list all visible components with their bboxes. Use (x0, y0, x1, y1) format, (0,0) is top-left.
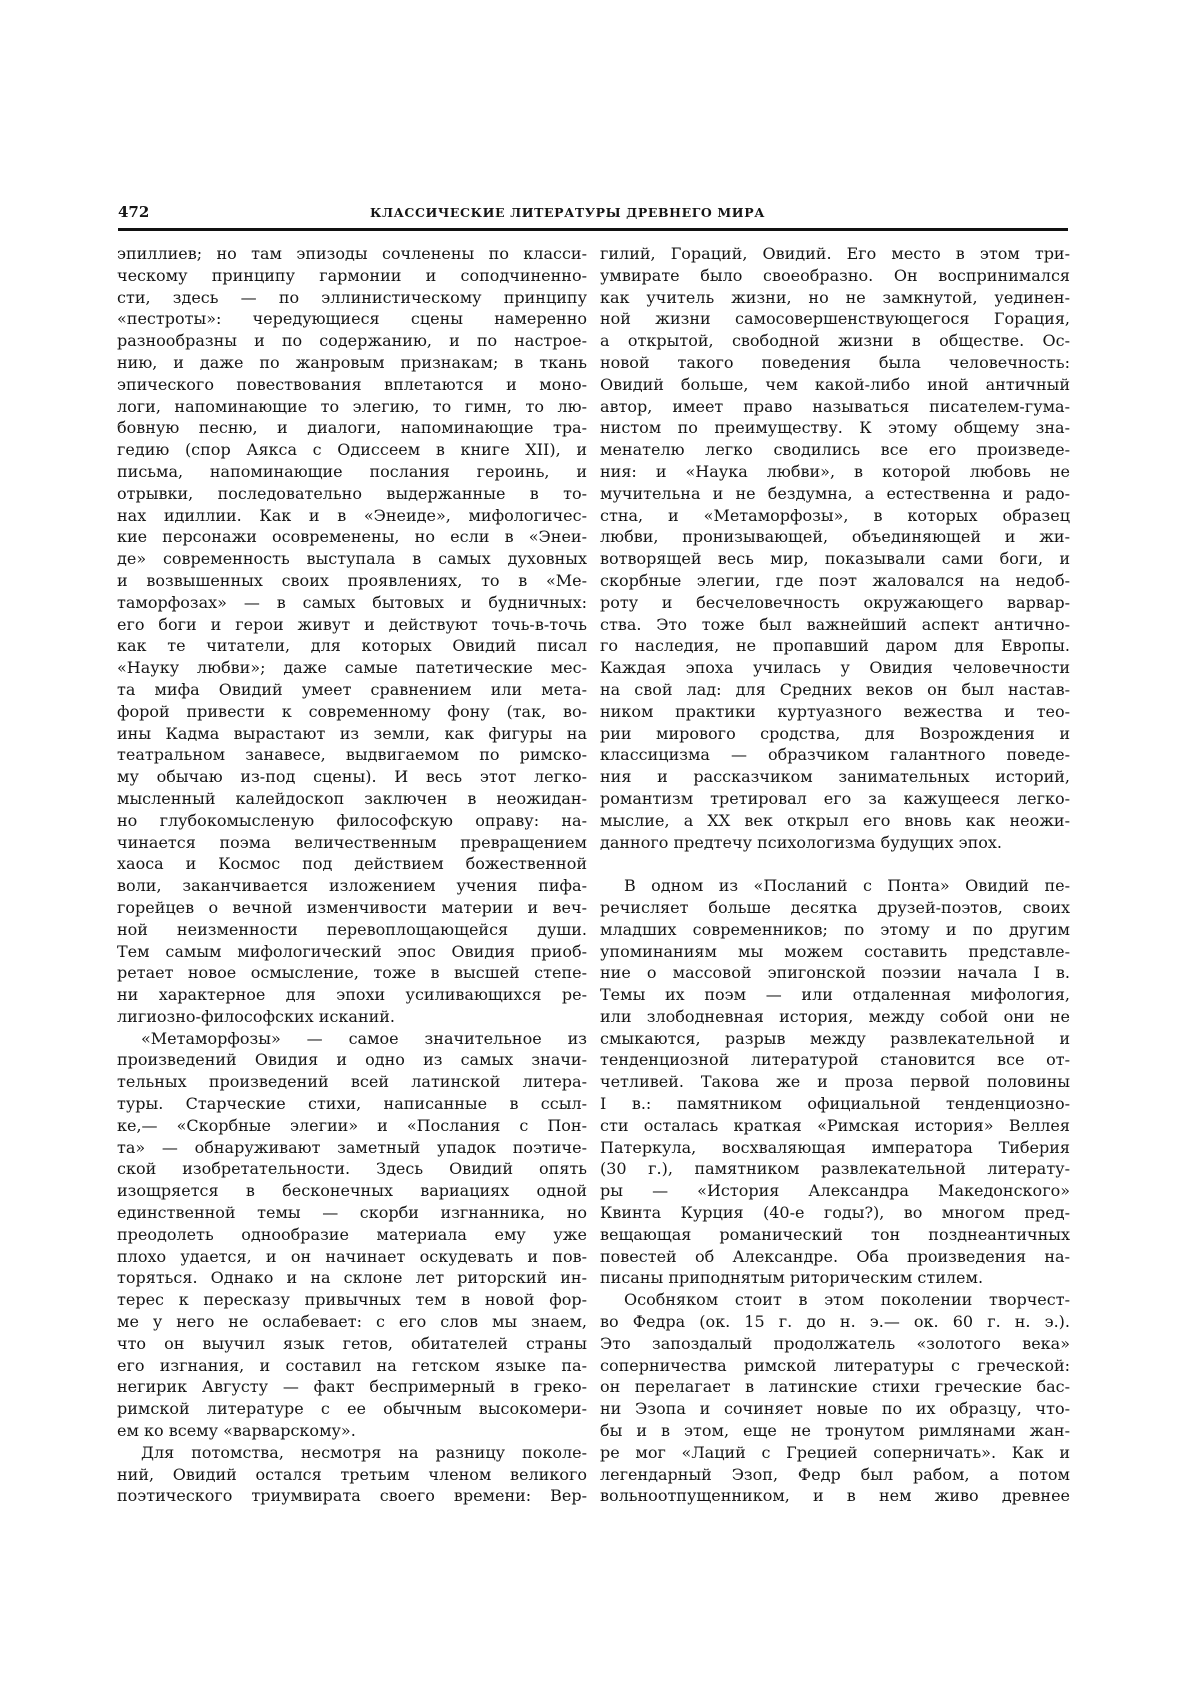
text-line: но глубокомысленую философскую оправу: на- (117, 810, 587, 830)
text-line: как те читатели, для которых Овидий писал (117, 636, 587, 656)
text-line: ни характерное для эпохи усиливающихся ре- (117, 985, 587, 1005)
text-line: как учитель жизни, но не замкнутой, уединен- (600, 287, 1070, 307)
text-line: нистом по преимуществу. К этому общему зна- (600, 418, 1070, 438)
header-rule (118, 228, 1068, 231)
text-line: преодолеть однообразие материала ему уже (117, 1224, 587, 1244)
text-line: Каждая эпоха училась у Овидия человечности (600, 658, 1070, 678)
running-title: КЛАССИЧЕСКИЕ ЛИТЕРАТУРЫ ДРЕВНЕГО МИРА (370, 205, 765, 220)
text-line: вотворящей весь мир, показывали сами боги, и (600, 549, 1070, 569)
text-line: гилий, Гораций, Овидий. Его место в этом три- (600, 244, 1070, 263)
text-line: стна, и «Метаморфозы», в которых образец (600, 505, 1070, 525)
text-line: ретает новое осмысление, тоже в высшей степе- (117, 963, 587, 983)
paragraph (600, 1289, 1070, 1507)
text-line: отрывки, последовательно выдержанные в то- (117, 483, 587, 503)
text-line: форой привести к современному фону (так, во- (117, 701, 587, 721)
text-line: менателю легко сводились все его произведе- (600, 440, 1070, 460)
text-line: логи, напоминающие то элегию, то гимн, то лю- (117, 396, 587, 416)
text-line: Тем самым мифологический эпос Овидия приоб- (117, 941, 587, 961)
text-line: скорбные элегии, где поэт жаловался на недоб- (600, 570, 1070, 590)
text-line: ной жизни самосовершенствующегося Горация, (600, 309, 1070, 329)
text-line: та мифа Овидий умеет сравнением или мета- (117, 679, 587, 699)
text-line: «Науку любви»; даже самые патетические мес- (117, 658, 587, 678)
text-line: ре мог «Лаций с Грецией соперничать». Как и (600, 1442, 1070, 1462)
text-line: «Метаморфозы» — самое значительное из (141, 1028, 587, 1048)
text-line: рии мирового сродства, для Возрождения и (600, 723, 1070, 743)
text-line: плохо удается, и он начинает оскудевать и пов- (117, 1246, 587, 1266)
text-line: четливей. Такова же и проза первой половины (600, 1072, 1070, 1092)
text-line: легендарный Эзоп, Федр был рабом, а потом (600, 1464, 1070, 1484)
text-line: изощряется в бесконечных вариациях одной (117, 1181, 587, 1201)
text-line: Квинта Курция (40-е годы?), во многом пред- (600, 1203, 1070, 1223)
text-line: бовную песню, и диалоги, напоминающие тра- (117, 418, 587, 438)
text-line: упоминаниям мы можем составить представле- (600, 941, 1070, 961)
text-line: речисляет больше десятка друзей-поэтов, своих (600, 897, 1070, 917)
text-line: мыслие, а XX век открыл его вновь как неожи- (600, 810, 1070, 830)
text-line: I в.: памятником официальной тенденциозно- (600, 1094, 1070, 1114)
text-line: единственной темы — скорби изгнанника, но (117, 1203, 587, 1223)
text-line: тельных произведений всей латинской литера- (117, 1072, 587, 1092)
page-number: 472 (118, 203, 150, 221)
text-line: умвирате было своеобразно. Он воспринимался (600, 265, 1070, 285)
text-line: чинается поэма величественным превращением (117, 832, 587, 852)
text-line: мучительна и не бездумна, а естественна и радо- (600, 483, 1070, 503)
text-line: Темы их поэм — или отдаленная мифология, (600, 985, 1070, 1005)
text-line: романтизм третировал его за кажущееся легко- (600, 788, 1070, 808)
text-line: «пестроты»: чередующиеся сцены намеренно (117, 309, 587, 329)
text-line: сти осталась краткая «Римская история» Веллея (600, 1115, 1070, 1135)
text-line: гедию (спор Аякса с Одиссеем в книге XII), и (117, 440, 587, 460)
text-line: новой такого поведения была человечность: (600, 352, 1070, 372)
text-line: и возвышенных своих проявлениях, то в «Ме- (117, 570, 587, 590)
text-line: сти, здесь — по эллинистическому принципу (117, 287, 587, 307)
text-line: ины Кадма вырастают из земли, как фигуры на (117, 723, 587, 743)
text-line: негирик Августу — факт беспримерный в греко- (117, 1377, 587, 1397)
text-line: ником практики куртуазного вежества и тео- (600, 701, 1070, 721)
text-line: Это запоздалый продолжатель «золотого века» (600, 1333, 1070, 1353)
paragraph (600, 243, 1070, 853)
text-line: ний, Овидий остался третьим членом великого (117, 1464, 587, 1484)
text-line: во Федра (ок. 15 г. до н. э.— ок. 60 г. н. э.). (600, 1312, 1070, 1332)
text-line: Особняком стоит в этом поколении творчест- (624, 1290, 1070, 1310)
text-line: лигиозно-философских исканий. (117, 1006, 396, 1026)
text-line: Для потомства, несмотря на разницу поколе- (141, 1442, 587, 1462)
text-line: горейцев о вечной изменчивости материи и веч- (117, 897, 587, 917)
text-line: тенденциозной литературой становится все от- (600, 1050, 1070, 1070)
text-line: вещающая романический тон позднеантичных (600, 1224, 1070, 1244)
text-line: ни Эзопа и сочиняет новые по их образцу, что- (600, 1399, 1070, 1419)
text-line: а открытой, свободной жизни в обществе. Ос- (600, 331, 1070, 351)
text-line: роту и бесчеловечность окружающего варвар- (600, 592, 1070, 612)
text-line: вольноотпущенником, и в нем живо древнее (600, 1486, 1070, 1506)
text-line: классицизма — образчиком галантного поведе- (600, 745, 1070, 765)
text-line: произведений Овидия и одно из самых значи- (117, 1050, 587, 1070)
text-line: письма, напоминающие послания героинь, и (117, 461, 587, 481)
right-column (600, 243, 1070, 1507)
text-line: что он выучил язык гетов, обитателей страны (117, 1333, 587, 1353)
paragraph (600, 875, 1070, 1289)
text-line: де» современность выступала в самых духовных (117, 549, 587, 569)
text-line: Патеркула, восхваляющая императора Тиберия (600, 1137, 1070, 1157)
text-line: данного предтечу психологизма будущих эпох. (600, 832, 1002, 852)
paragraph (117, 243, 587, 1028)
text-line: на свой лад: для Средних веков он был настав- (600, 679, 1070, 699)
text-line: таморфозах» — в самых бытовых и будничных: (117, 592, 587, 612)
text-line: соперничества римской литературы с греческой: (600, 1355, 1070, 1375)
text-line: его изгнания, и составил на гетском языке па- (117, 1355, 587, 1375)
text-line: терес к пересказу привычных тем в новой фор- (117, 1290, 587, 1310)
text-line: эпического повествования вплетаются и моно- (117, 374, 587, 394)
text-line: му обычаю из-под сцены). И весь этот легко- (117, 767, 587, 787)
text-line: ной неизменности перевоплощающейся души. (117, 919, 587, 939)
text-line: В одном из «Посланий с Понта» Овидий пе- (624, 876, 1070, 896)
text-line: любви, пронизывающей, объединяющей и жи- (600, 527, 1070, 547)
text-line: кие персонажи осовременены, но если в «Энеи- (117, 527, 587, 547)
text-line: поэтического триумвирата своего времени: Вер- (117, 1486, 587, 1506)
text-line: писаны приподнятым риторическим стилем. (600, 1268, 984, 1288)
text-line: или злободневная история, между собой они не (600, 1006, 1070, 1026)
text-line: (30 г.), памятником развлекательной литерату- (600, 1159, 1070, 1179)
text-line: автор, имеет право называться писателем-гума- (600, 396, 1070, 416)
text-line: его боги и герои живут и действуют точь-в-точь (117, 614, 587, 634)
text-line: ке,— «Скорбные элегии» и «Послания с Пон- (117, 1115, 587, 1135)
text-line: нах идиллии. Как и в «Энеиде», мифологичес- (117, 505, 587, 525)
text-line: разнообразны и по содержанию, и по настрое- (117, 331, 587, 351)
text-line: римской литературе с ее обычным высокомери- (117, 1399, 587, 1419)
text-line: хаоса и Космос под действием божественной (117, 854, 587, 874)
text-line: ем ко всему «варварскому». (117, 1421, 356, 1441)
text-line: та» — обнаруживают заметный упадок поэтиче- (117, 1137, 587, 1157)
text-line: го наследия, не пропавший даром для Европы. (600, 636, 1070, 656)
text-line: ской изобретательности. Здесь Овидий опять (117, 1159, 587, 1179)
text-line: бы и в этом, еще не тронутом римлянами жан- (600, 1421, 1070, 1441)
text-line: ния и рассказчиком занимательных историй, (600, 767, 1070, 787)
text-line: нию, и даже по жанровым признакам; в ткань (117, 352, 587, 372)
text-line: ние о массовой эпигонской поэзии начала I в. (600, 963, 1070, 983)
text-line: ческому принципу гармонии и соподчиненно- (117, 265, 587, 285)
text-line: младших современников; по этому и по другим (600, 919, 1070, 939)
text-line: смыкаются, разрыв между развлекательной и (600, 1028, 1070, 1048)
text-line: мысленный калейдоскоп заключен в неожидан- (117, 788, 587, 808)
text-line: Овидий больше, чем какой-либо иной античный (600, 374, 1070, 394)
paragraph (117, 1028, 587, 1442)
text-line: ры — «История Александра Македонского» (600, 1181, 1070, 1201)
text-line: воли, заканчивается изложением учения пифа- (117, 876, 587, 896)
text-line: туры. Старческие стихи, написанные в ссыл- (117, 1094, 587, 1114)
text-line: ства. Это тоже был важнейший аспект антично- (600, 614, 1070, 634)
text-line: эпиллиев; но там эпизоды сочленены по класси- (117, 244, 587, 263)
text-line: ме у него не ослабевает: с его слов мы знаем, (117, 1312, 587, 1332)
left-column (117, 243, 587, 1507)
text-line: торяться. Однако и на склоне лет риторский ин- (117, 1268, 587, 1288)
paragraph (117, 1442, 587, 1507)
text-line: театральном занавесе, выдвигаемом по римско- (117, 745, 587, 765)
text-line: он перелагает в латинские стихи греческие бас- (600, 1377, 1070, 1397)
text-line: повестей об Александре. Оба произведения на- (600, 1246, 1070, 1266)
text-line: ния: и «Наука любви», в которой любовь не (600, 461, 1070, 481)
